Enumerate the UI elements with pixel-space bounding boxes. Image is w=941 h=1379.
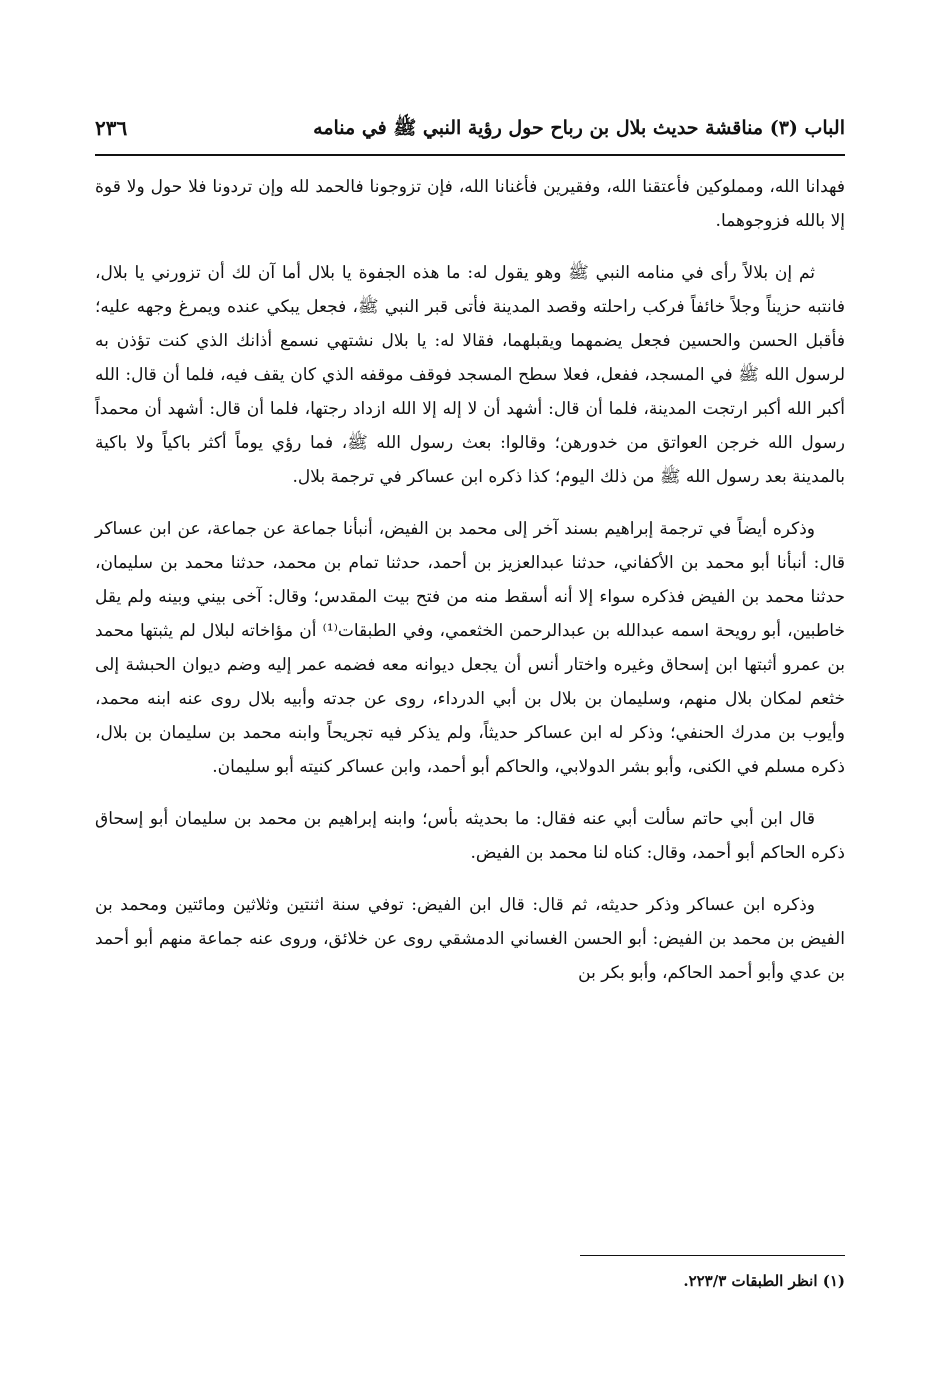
chapter-title: الباب (٣) مناقشة حديث بلال بن رباح حول رؤية النبي ﷺ في منامه	[313, 117, 845, 139]
paragraph-3: وذكره أيضاً في ترجمة إبراهيم بسند آخر إلى محمد بن الفيض، أنبأنا جماعة عن جماعة، عن ابن عساكر قال: أنبأنا أبو محمد بن الأكفاني، حدثنا عبدالعزيز بن أحمد، حدثنا تمام بن محمد، حدثنا محمد بن سليمان، حدثنا محمد بن الفيض فذكره سواء إلا أنه أسقط منه من فتح بيت المقدس؛ وقال: آخى بيني وبينه ولم يقل خاطبين، أبو رويحة اسمه عبدالله بن عبدالرحمن الخثعمي، وفي الطبقات⁽¹⁾ أن مؤاخاته لبلال لم يثبتها محمد بن عمرو أثبتها ابن إسحاق وغيره واختار أنس أن يجعل ديوانه معه فضمه عمر إليه وضم ديوان الحبشة إلى خثعم لمكان بلال منهم، وسليمان بن بلال بن أبي الدرداء، روى عن جدته وأبيه بلال روى عنه ابنه محمد، وأيوب بن مدرك الحنفي؛ وذكر له ابن عساكر حديثاً، ولم يذكر فيه تجريحاً وابنه محمد بن سليمان بن بلال، ذكره مسلم في الكنى، وأبو بشر الدولابي، والحاكم أبو أحمد، وابن عساكر كنيته أبو سليمان.	[95, 519, 846, 777]
footnote: (١) انظر الطبقات ٢٢٣/٣.	[683, 1272, 845, 1290]
footnote-divider	[580, 1255, 845, 1256]
main-text	[95, 170, 845, 1008]
page-header	[95, 112, 845, 152]
paragraph-1: فهدانا الله، ومملوكين فأعتقنا الله، وفقيرين فأغنانا الله، فإن تزوجونا فالحمد لله وإن تردونا فلا حول ولا قوة إلا بالله فزوجوهما.	[95, 177, 845, 231]
page-number: ٢٣٦	[95, 116, 128, 140]
paragraph-4: قال ابن أبي حاتم سألت أبي عنه فقال: ما بحديثه بأس؛ وابنه إبراهيم بن محمد بن سليمان أبو إسحاق ذكره الحاكم أبو أحمد، وقال: كناه لنا محمد بن الفيض.	[95, 809, 845, 863]
paragraph-5: وذكره ابن عساكر وذكر حديثه، ثم قال: قال ابن الفيض: توفي سنة اثنتين وثلاثين ومائتين ومحمد بن الفيض بن محمد بن الفيض: أبو الحسن الغساني الدمشقي روى عن خلائق، وروى عنه جماعة منهم أبو أحمد بن عدي وأبو أحمد الحاكم، وأبو بكر بن	[95, 895, 845, 983]
paragraph-2: ثم إن بلالاً رأى في منامه النبي ﷺ وهو يقول له: ما هذه الجفوة يا بلال أما آن لك أن تزورني يا بلال، فانتبه حزيناً وجلاً خائفاً فركب راحلته وقصد المدينة فأتى قبر النبي ﷺ، فجعل يبكي عنده ويمرغ وجهه عليه؛ فأقبل الحسن والحسين فجعل يضمهما ويقبلهما، فقالا له: يا بلال نشتهي نسمع أذانك الذي كنت تؤذن به لرسول الله ﷺ في المسجد، ففعل، فعلا سطح المسجد فوقف موقفه الذي كان يقف فيه، فلما أن قال: الله أكبر الله أكبر ارتجت المدينة، فلما أن قال: أشهد أن لا إله إلا الله ازداد رجتها، فلما أن قال: أشهد أن محمداً رسول الله خرجن العواتق من خدورهن؛ وقالوا: بعث رسول الله ﷺ، فما رؤي يوماً أكثر باكياً ولا باكية بالمدينة بعد رسول الله ﷺ من ذلك اليوم؛ كذا ذكره ابن عساكر في ترجمة بلال.	[95, 263, 846, 487]
header-divider	[95, 154, 845, 156]
